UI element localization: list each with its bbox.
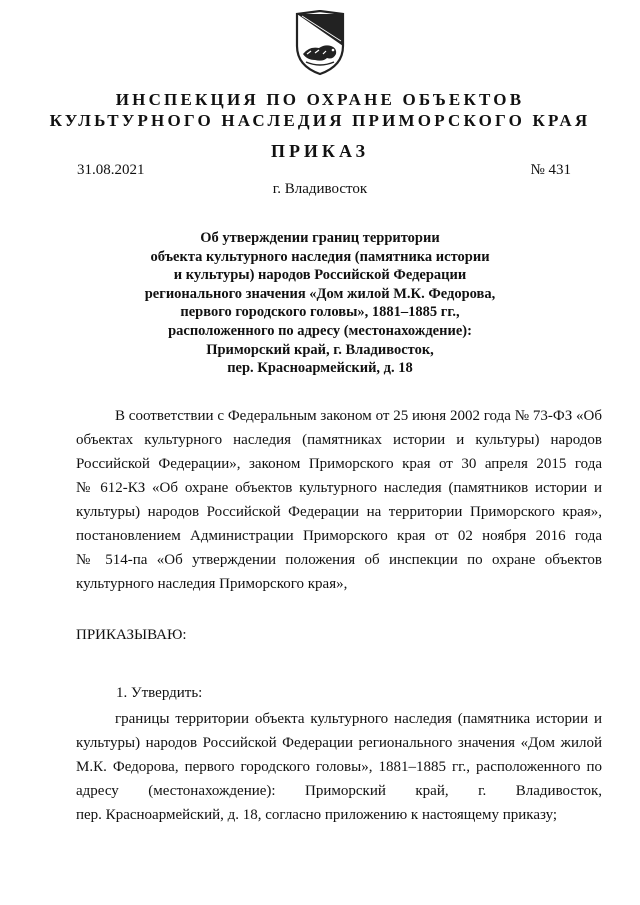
title-line: регионального значения «Дом жилой М.К. Федорова,: [144, 285, 496, 302]
item-1-heading: 1. Утвердить:: [116, 685, 203, 701]
preamble-line: объектах культурного наследия (памятниках истории и культуры) народов: [76, 432, 602, 448]
document-date: 31.08.2021: [77, 162, 145, 178]
organization-name-line2: КУЛЬТУРНОГО НАСЛЕДИЯ ПРИМОРСКОГО КРАЯ: [49, 111, 591, 130]
item-1-line: пер. Красноармейский, д. 18, согласно приложению к настоящему приказу;: [76, 807, 558, 823]
preamble-line: Российской Федерации», законом Приморского края от 30 апреля 2015 года: [76, 456, 602, 472]
order-word: ПРИКАЗЫВАЮ:: [76, 627, 187, 643]
item-1-line: границы территории объекта культурного наследия (памятника истории и: [115, 711, 602, 727]
item-1-line: культуры) народов Российской Федерации регионального значения «Дом жилой: [76, 735, 602, 751]
document-type: ПРИКАЗ: [270, 141, 370, 161]
organization-name-line1: ИНСПЕКЦИЯ ПО ОХРАНЕ ОБЪЕКТОВ: [115, 90, 525, 109]
title-line: Об утверждении границ территории: [200, 230, 440, 246]
preamble-line: культуры) народов Российской Федерации на территории Приморского края»,: [76, 504, 602, 520]
title-line: расположенного по адресу (местонахождение):: [168, 322, 472, 339]
title-line: Приморский край, г. Владивосток,: [206, 341, 434, 358]
title-line: пер. Красноармейский, д. 18: [227, 360, 413, 377]
title-line: и культуры) народов Российской Федерации: [173, 267, 467, 284]
preamble-line: В соответствии с Федеральным законом от 25 июня 2002 года № 73-ФЗ «Об: [115, 408, 602, 424]
preamble-line: культурного наследия Приморского края»,: [76, 576, 348, 592]
title-line: первого городского головы», 1881–1885 гг.,: [180, 304, 460, 321]
title-line: объекта культурного наследия (памятника истории: [150, 248, 490, 265]
preamble-line: № 612-КЗ «Об охране объектов культурного наследия (памятников истории и: [76, 480, 602, 496]
preamble-line: № 514-па «Об утверждении положения об инспекции по охране объектов: [76, 552, 602, 568]
item-1-paragraph: [76, 707, 602, 827]
document-title: [130, 229, 510, 378]
coat-of-arms-icon: [293, 10, 347, 76]
item-1-line: адресу (местонахождение): Приморский край, г. Владивосток,: [76, 783, 602, 799]
document-city: г. Владивосток: [272, 181, 368, 197]
document-number: № 431: [530, 162, 571, 178]
item-1-line: М.К. Федорова, первого городского головы», 1881–1885 гг., расположенного по: [76, 759, 602, 775]
preamble-paragraph: [76, 404, 602, 596]
preamble-line: постановлением Администрации Приморского края от 02 ноября 2016 года: [76, 528, 602, 544]
